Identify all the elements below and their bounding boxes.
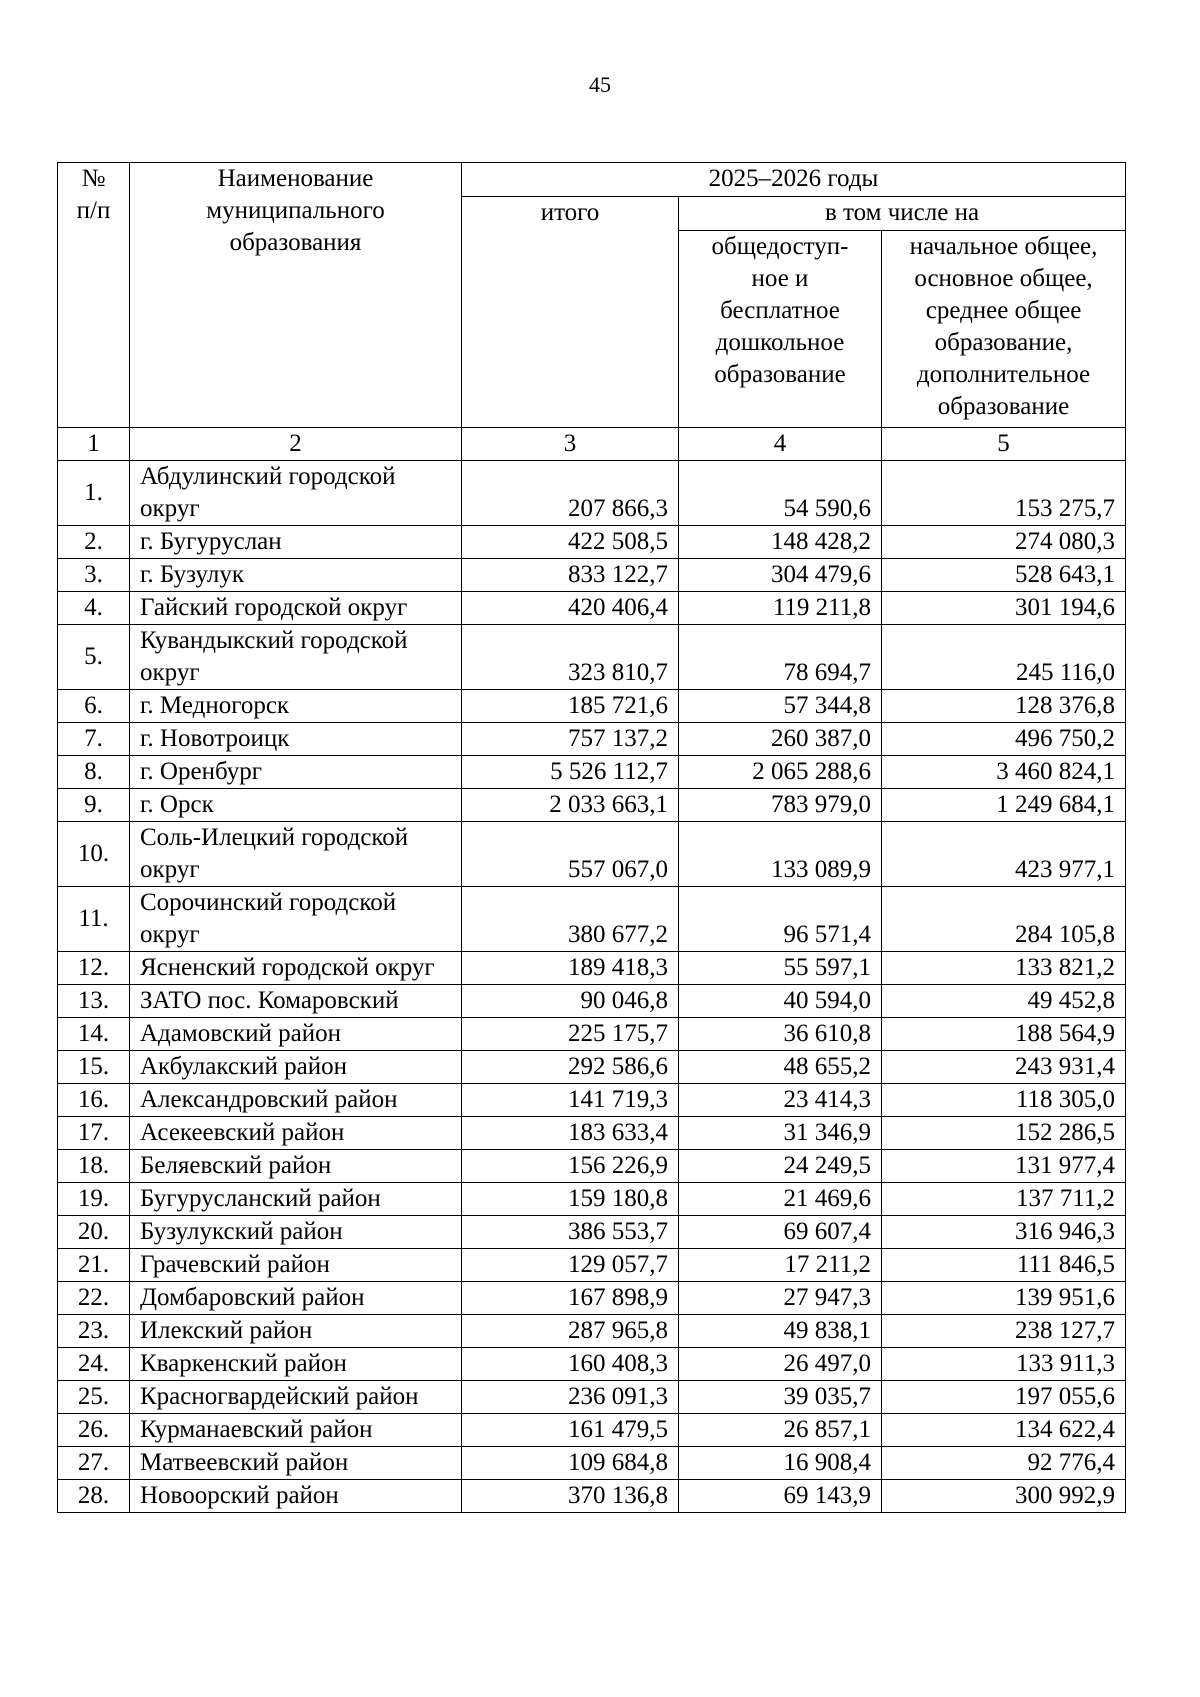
total-value: 757 137,2	[462, 723, 679, 756]
total-value: 207 866,3	[462, 461, 679, 526]
municipality-name: Бугурусланский район	[130, 1183, 462, 1216]
preschool-value: 69 607,4	[679, 1216, 882, 1249]
preschool-value: 78 694,7	[679, 625, 882, 690]
column-number: 2	[130, 428, 462, 461]
table-row	[58, 690, 1126, 723]
preschool-value: 36 610,8	[679, 1018, 882, 1051]
row-number: 26.	[58, 1414, 130, 1447]
municipality-name: Гайский городской округ	[130, 592, 462, 625]
total-value: 287 965,8	[462, 1315, 679, 1348]
general-education-value: 128 376,8	[882, 690, 1126, 723]
table-body	[58, 461, 1126, 1513]
preschool-value: 304 479,6	[679, 559, 882, 592]
total-value: 141 719,3	[462, 1084, 679, 1117]
row-number: 16.	[58, 1084, 130, 1117]
municipality-name: Матвеевский район	[130, 1447, 462, 1480]
preschool-value: 260 387,0	[679, 723, 882, 756]
table-row	[58, 952, 1126, 985]
preschool-value: 119 211,8	[679, 592, 882, 625]
row-number: 11.	[58, 887, 130, 952]
page-number: 45	[589, 72, 611, 97]
row-number: 18.	[58, 1150, 130, 1183]
table-row	[58, 625, 1126, 690]
general-education-value: 423 977,1	[882, 822, 1126, 887]
general-education-value: 188 564,9	[882, 1018, 1126, 1051]
row-number: 20.	[58, 1216, 130, 1249]
general-education-value: 301 194,6	[882, 592, 1126, 625]
header-including: в том числе на	[679, 197, 1126, 231]
total-value: 386 553,7	[462, 1216, 679, 1249]
total-value: 422 508,5	[462, 526, 679, 559]
row-number: 1.	[58, 461, 130, 526]
municipality-name: Адамовский район	[130, 1018, 462, 1051]
preschool-value: 21 469,6	[679, 1183, 882, 1216]
total-value: 90 046,8	[462, 985, 679, 1018]
total-value: 236 091,3	[462, 1381, 679, 1414]
table-row	[58, 789, 1126, 822]
general-education-value: 316 946,3	[882, 1216, 1126, 1249]
table-row	[58, 723, 1126, 756]
preschool-value: 17 211,2	[679, 1249, 882, 1282]
municipality-name: Кваркенский район	[130, 1348, 462, 1381]
header-total: итого	[462, 197, 679, 428]
municipality-name: ЗАТО пос. Комаровский	[130, 985, 462, 1018]
general-education-value: 243 931,4	[882, 1051, 1126, 1084]
table-row	[58, 1315, 1126, 1348]
total-value: 323 810,7	[462, 625, 679, 690]
row-number: 13.	[58, 985, 130, 1018]
row-number: 25.	[58, 1381, 130, 1414]
general-education-value: 284 105,8	[882, 887, 1126, 952]
preschool-value: 48 655,2	[679, 1051, 882, 1084]
general-education-value: 1 249 684,1	[882, 789, 1126, 822]
table-row	[58, 1183, 1126, 1216]
header-num: № п/п	[58, 163, 130, 428]
municipality-name: Курманаевский район	[130, 1414, 462, 1447]
preschool-value: 39 035,7	[679, 1381, 882, 1414]
table-row	[58, 1381, 1126, 1414]
header-period: 2025–2026 годы	[462, 163, 1126, 197]
row-number: 12.	[58, 952, 130, 985]
row-number: 8.	[58, 756, 130, 789]
general-education-value: 3 460 824,1	[882, 756, 1126, 789]
municipality-name: г. Оренбург	[130, 756, 462, 789]
municipality-name: Кувандыкский городской округ	[130, 625, 462, 690]
total-value: 185 721,6	[462, 690, 679, 723]
total-value: 380 677,2	[462, 887, 679, 952]
general-education-value: 274 080,3	[882, 526, 1126, 559]
municipality-name: Асекеевский район	[130, 1117, 462, 1150]
preschool-value: 23 414,3	[679, 1084, 882, 1117]
table-row	[58, 1216, 1126, 1249]
table-row	[58, 1414, 1126, 1447]
table-row	[58, 985, 1126, 1018]
table-row	[58, 1051, 1126, 1084]
row-number: 15.	[58, 1051, 130, 1084]
municipality-name: Беляевский район	[130, 1150, 462, 1183]
table-row	[58, 559, 1126, 592]
general-education-value: 300 992,9	[882, 1480, 1126, 1513]
municipality-name: г. Орск	[130, 789, 462, 822]
municipality-name: Илекский район	[130, 1315, 462, 1348]
column-number: 4	[679, 428, 882, 461]
general-education-value: 496 750,2	[882, 723, 1126, 756]
row-number: 10.	[58, 822, 130, 887]
general-education-value: 197 055,6	[882, 1381, 1126, 1414]
row-number: 9.	[58, 789, 130, 822]
preschool-value: 55 597,1	[679, 952, 882, 985]
general-education-value: 118 305,0	[882, 1084, 1126, 1117]
municipality-name: Грачевский район	[130, 1249, 462, 1282]
row-number: 6.	[58, 690, 130, 723]
total-value: 160 408,3	[462, 1348, 679, 1381]
general-education-value: 139 951,6	[882, 1282, 1126, 1315]
preschool-value: 54 590,6	[679, 461, 882, 526]
table-row	[58, 822, 1126, 887]
column-number: 1	[58, 428, 130, 461]
total-value: 557 067,0	[462, 822, 679, 887]
row-number: 28.	[58, 1480, 130, 1513]
total-value: 370 136,8	[462, 1480, 679, 1513]
total-value: 161 479,5	[462, 1414, 679, 1447]
municipality-name: Красногвардейский район	[130, 1381, 462, 1414]
table-row	[58, 1150, 1126, 1183]
general-education-value: 238 127,7	[882, 1315, 1126, 1348]
table-row	[58, 1348, 1126, 1381]
preschool-value: 49 838,1	[679, 1315, 882, 1348]
row-number: 3.	[58, 559, 130, 592]
total-value: 159 180,8	[462, 1183, 679, 1216]
table-row	[58, 1249, 1126, 1282]
preschool-value: 69 143,9	[679, 1480, 882, 1513]
total-value: 833 122,7	[462, 559, 679, 592]
municipality-name: Соль-Илецкий городской округ	[130, 822, 462, 887]
table-row	[58, 1480, 1126, 1513]
header-general: начальное общее, основное общее, среднее общее образование, дополнительное образование	[882, 231, 1126, 428]
header-preschool: общедоступ-ное и бесплатное дошкольное образование	[679, 231, 882, 428]
row-number: 24.	[58, 1348, 130, 1381]
total-value: 5 526 112,7	[462, 756, 679, 789]
municipality-name: г. Бугуруслан	[130, 526, 462, 559]
preschool-value: 16 908,4	[679, 1447, 882, 1480]
total-value: 292 586,6	[462, 1051, 679, 1084]
general-education-value: 92 776,4	[882, 1447, 1126, 1480]
table-header	[58, 163, 1126, 428]
municipality-name: Домбаровский район	[130, 1282, 462, 1315]
table-row	[58, 592, 1126, 625]
row-number: 27.	[58, 1447, 130, 1480]
municipality-name: Бузулукский район	[130, 1216, 462, 1249]
row-number: 21.	[58, 1249, 130, 1282]
municipality-name: г. Бузулук	[130, 559, 462, 592]
preschool-value: 31 346,9	[679, 1117, 882, 1150]
table-row	[58, 1084, 1126, 1117]
row-number: 23.	[58, 1315, 130, 1348]
general-education-value: 152 286,5	[882, 1117, 1126, 1150]
total-value: 420 406,4	[462, 592, 679, 625]
row-number: 5.	[58, 625, 130, 690]
column-numbers-row	[58, 428, 1126, 461]
municipality-name: Новоорский район	[130, 1480, 462, 1513]
table-row	[58, 1282, 1126, 1315]
table-row	[58, 1117, 1126, 1150]
general-education-value: 133 911,3	[882, 1348, 1126, 1381]
general-education-value: 49 452,8	[882, 985, 1126, 1018]
row-number: 17.	[58, 1117, 130, 1150]
preschool-value: 40 594,0	[679, 985, 882, 1018]
municipality-name: Александровский район	[130, 1084, 462, 1117]
header-name: Наименование муниципального образования	[130, 163, 462, 428]
preschool-value: 133 089,9	[679, 822, 882, 887]
general-education-value: 133 821,2	[882, 952, 1126, 985]
general-education-value: 528 643,1	[882, 559, 1126, 592]
general-education-value: 111 846,5	[882, 1249, 1126, 1282]
preschool-value: 148 428,2	[679, 526, 882, 559]
row-number: 4.	[58, 592, 130, 625]
column-number: 5	[882, 428, 1126, 461]
municipality-name: Сорочинский городской округ	[130, 887, 462, 952]
general-education-value: 245 116,0	[882, 625, 1126, 690]
row-number: 19.	[58, 1183, 130, 1216]
total-value: 225 175,7	[462, 1018, 679, 1051]
total-value: 156 226,9	[462, 1150, 679, 1183]
table-row	[58, 1018, 1126, 1051]
total-value: 183 633,4	[462, 1117, 679, 1150]
row-number: 22.	[58, 1282, 130, 1315]
total-value: 2 033 663,1	[462, 789, 679, 822]
table-row	[58, 1447, 1126, 1480]
preschool-value: 96 571,4	[679, 887, 882, 952]
general-education-value: 153 275,7	[882, 461, 1126, 526]
preschool-value: 783 979,0	[679, 789, 882, 822]
table-row	[58, 756, 1126, 789]
preschool-value: 27 947,3	[679, 1282, 882, 1315]
municipality-name: Абдулинский городской округ	[130, 461, 462, 526]
preschool-value: 24 249,5	[679, 1150, 882, 1183]
municipality-name: г. Новотроицк	[130, 723, 462, 756]
preschool-value: 2 065 288,6	[679, 756, 882, 789]
row-number: 7.	[58, 723, 130, 756]
column-number: 3	[462, 428, 679, 461]
total-value: 109 684,8	[462, 1447, 679, 1480]
funding-table	[57, 162, 1126, 1513]
general-education-value: 134 622,4	[882, 1414, 1126, 1447]
table-row	[58, 526, 1126, 559]
total-value: 129 057,7	[462, 1249, 679, 1282]
table-row	[58, 461, 1126, 526]
row-number: 2.	[58, 526, 130, 559]
municipality-name: г. Медногорск	[130, 690, 462, 723]
municipality-name: Акбулакский район	[130, 1051, 462, 1084]
total-value: 189 418,3	[462, 952, 679, 985]
table-row	[58, 887, 1126, 952]
preschool-value: 57 344,8	[679, 690, 882, 723]
municipality-name: Ясненский городской округ	[130, 952, 462, 985]
total-value: 167 898,9	[462, 1282, 679, 1315]
preschool-value: 26 857,1	[679, 1414, 882, 1447]
general-education-value: 131 977,4	[882, 1150, 1126, 1183]
preschool-value: 26 497,0	[679, 1348, 882, 1381]
general-education-value: 137 711,2	[882, 1183, 1126, 1216]
row-number: 14.	[58, 1018, 130, 1051]
